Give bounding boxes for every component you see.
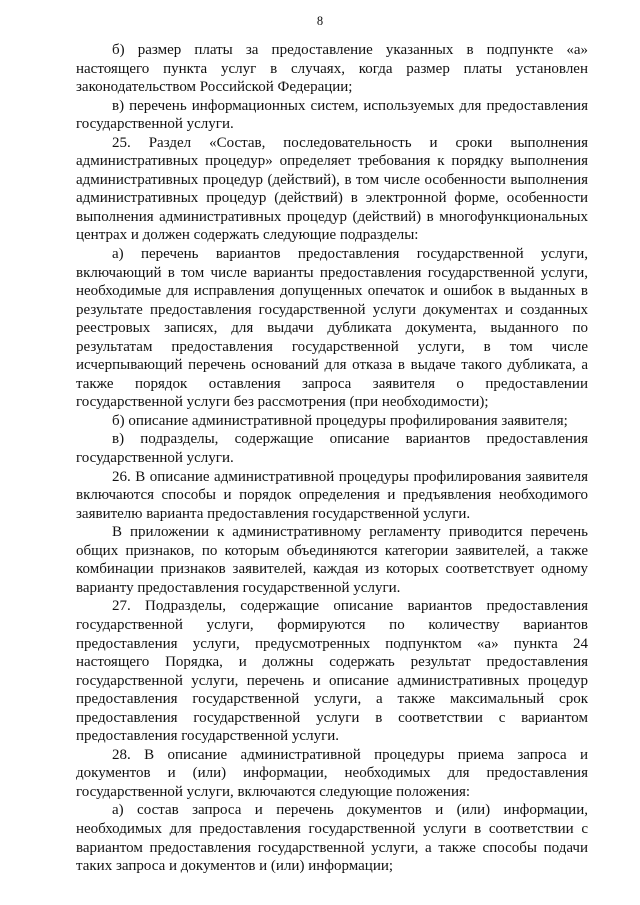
paragraph-28a: а) состав запроса и перечень документов и (или) информации, необходимых для предоставления государственной услуги в соответствии с вариантом предоставления государственной услуги, а также способы подачи таких запроса и документов и (или) информации; (76, 802, 588, 875)
paragraph-25v: в) подразделы, содержащие описание вариантов предоставления государственной услуги. (76, 431, 588, 467)
paragraph-2b: б) размер платы за предоставление указанных в подпункте «а» настоящего пункта услуг в случаях, когда размер платы установлен законодательством Российской Федерации; (76, 42, 588, 96)
paragraph-26-appendix: В приложении к административному регламенту приводится перечень общих признаков, по которым объединяются категории заявителей, а также комбинации признаков заявителей, каждая из которых соответствует одному варианту предоставления государственной услуги. (76, 524, 588, 596)
paragraph-25b: б) описание административной процедуры профилирования заявителя; (112, 412, 568, 429)
paragraph-28: 28. В описание административной процедуры приема запроса и документов и (или) информации, необходимых для предоставления государственной услуги, включаются следующие положения: (76, 746, 588, 800)
paragraph-2v: в) перечень информационных систем, используемых для предоставления государственной услуги. (76, 97, 588, 133)
paragraph-25: 25. Раздел «Состав, последовательность и сроки выполнения административных процедур» определяет требования к порядку выполнения административных процедур (действий), в том числе особенности выполнения административных процедур (действий) в электронной форме, особенности выполнения административных процедур (действий) в многофункциональных центрах и должен содержать следующие подразделы: (76, 134, 588, 244)
document-body (76, 41, 588, 876)
paragraph-26: 26. В описание административной процедуры профилирования заявителя включаются способы и порядок определения и предъявления необходимого заявителю варианта предоставления государственной услуги. (76, 468, 588, 522)
page-number: 8 (316, 14, 324, 28)
paragraph-27: 27. Подразделы, содержащие описание вариантов предоставления государственной услуги, формируются по количеству вариантов предоставления услуги, предусмотренных подпунктом «а» пункта 24 настоящего Порядка, и должны содержать результат предоставления государственной услуги, перечень и описание административных процедур предоставления государственной услуги, а также максимальный срок предоставления государственной услуги в соответствии с вариантом предоставления государственной услуги. (76, 598, 588, 745)
paragraph-25a: а) перечень вариантов предоставления государственной услуги, включающий в том числе варианты предоставления государственной услуги, необходимые для исправления допущенных опечаток и ошибок в выданных в результате предоставления государственной услуги документах и созданных реестровых записях, для выдачи дубликата документа, выданного по результатам предоставления государственной услуги, в том числе исчерпывающий перечень оснований для отказа в выдаче такого дубликата, а также порядок оставления запроса заявителя о предоставлении государственной услуги без рассмотрения (при необходимости); (76, 246, 588, 411)
